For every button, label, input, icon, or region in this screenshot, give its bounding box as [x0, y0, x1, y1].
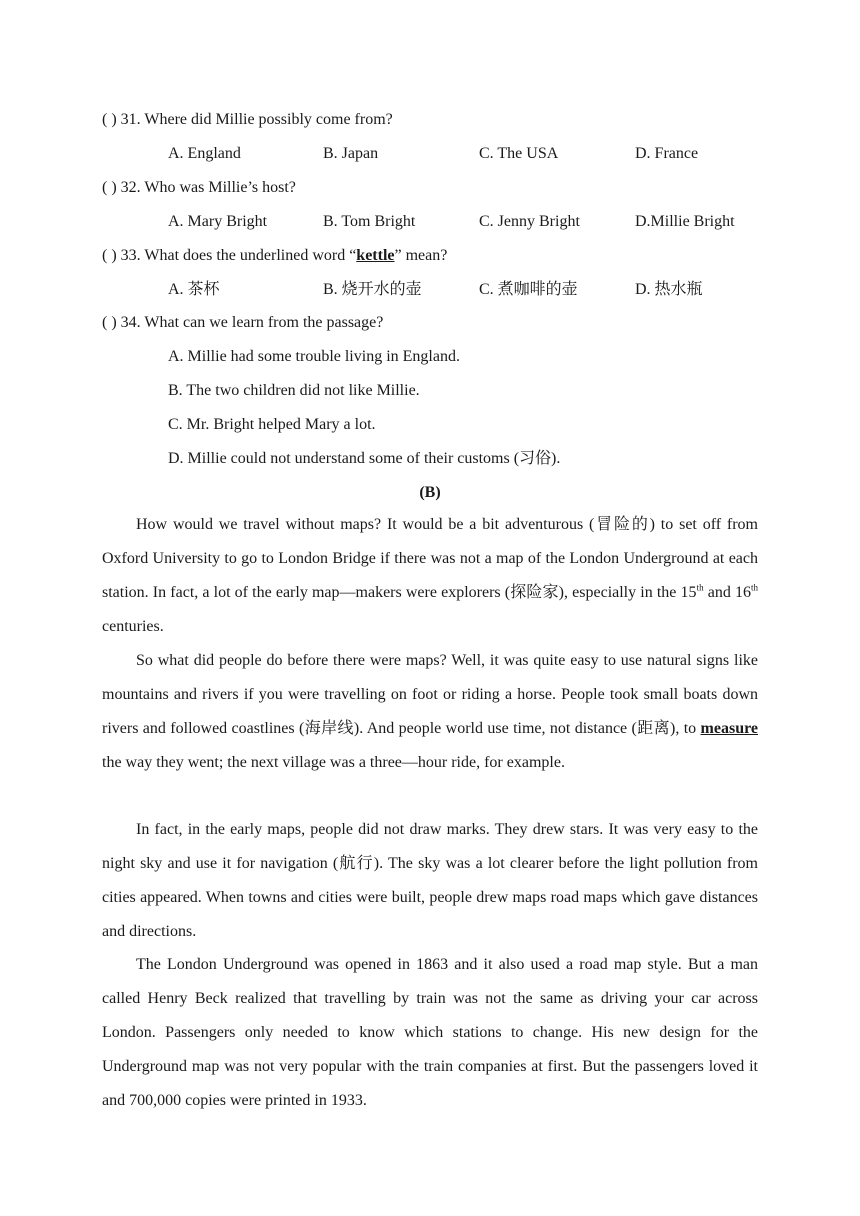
underlined-word-measure: measure — [700, 719, 758, 737]
question-33-option-d: D. 热水瓶 — [635, 281, 703, 298]
p1-text-a: How would we travel without maps? It would be a bit adventurous (冒险的) to set off from Oxford University to go to London Bridge if there was not a map of the London Underground at each station. In fact, a lot of the early map—makers were explorers (探险家), especially in the 15 — [102, 516, 758, 601]
underlined-word-kettle: kettle — [356, 247, 395, 264]
question-31-stem: ( ) 31. Where did Millie possibly come from? — [102, 111, 393, 128]
question-34-stem: ( ) 34. What can we learn from the passage? — [102, 314, 384, 331]
question-31-option-d: D. France — [635, 145, 699, 162]
question-32-option-d: D.Millie Bright — [635, 213, 735, 230]
passage-paragraph-1 — [102, 508, 758, 644]
question-32-stem: ( ) 32. Who was Millie’s host? — [102, 179, 296, 196]
question-33-option-c: C. 煮咖啡的壶 — [479, 281, 578, 298]
p2-text-b: the way they went; the next village was a three—hour ride, for example. — [102, 753, 565, 771]
question-33-stem-after: ” mean? — [394, 247, 448, 264]
passage-paragraph-3: In fact, in the early maps, people did not draw marks. They drew stars. It was very easy to the night sky and use it for navigation (航行). The sky was a lot clearer before the light pollution from cities appeared. When towns and cities were built, people drew maps road maps which gave distances and directions. — [102, 821, 758, 940]
question-31-option-a: A. England — [168, 145, 241, 162]
question-33-option-a: A. 茶杯 — [168, 281, 220, 298]
question-33-option-b: B. 烧开水的壶 — [323, 281, 422, 298]
p1-sup-1: th — [696, 582, 704, 593]
question-33-stem-before: ( ) 33. What does the underlined word “ — [102, 247, 357, 264]
question-34-option-c: C. Mr. Bright helped Mary a lot. — [168, 416, 376, 433]
question-32-option-c: C. Jenny Bright — [479, 213, 580, 230]
question-32-option-a: A. Mary Bright — [168, 213, 268, 230]
p1-text-b: and 16 — [703, 583, 751, 601]
section-heading: (B) — [419, 484, 441, 501]
question-32-option-b: B. Tom Bright — [323, 213, 416, 230]
p1-text-c: centuries. — [102, 617, 164, 635]
question-34-option-d: D. Millie could not understand some of their customs (习俗). — [168, 450, 561, 467]
p2-text-a: So what did people do before there were maps? Well, it was quite easy to use natural signs like mountains and rivers if you were travelling on foot or riding a horse. People took small boats down rivers and followed coastlines (海岸线). And people world use time, not distance (距离), to — [102, 652, 758, 737]
p1-sup-2: th — [750, 582, 758, 593]
question-34-option-a: A. Millie had some trouble living in England. — [168, 348, 460, 365]
question-31-option-c: C. The USA — [479, 145, 559, 162]
question-33-stem — [102, 245, 447, 267]
question-34-option-b: B. The two children did not like Millie. — [168, 382, 420, 399]
passage-paragraph-4: The London Underground was opened in 1863 and it also used a road map style. But a man called Henry Beck realized that travelling by train was not the same as driving your car across London. Passengers only needed to know which stations to change. His new design for the Underground map was not very popular with the train companies at first. But the passengers loved it and 700,000 copies were printed in 1933. — [102, 956, 758, 1109]
passage-paragraph-2 — [102, 644, 758, 780]
question-31-option-b: B. Japan — [323, 145, 379, 162]
